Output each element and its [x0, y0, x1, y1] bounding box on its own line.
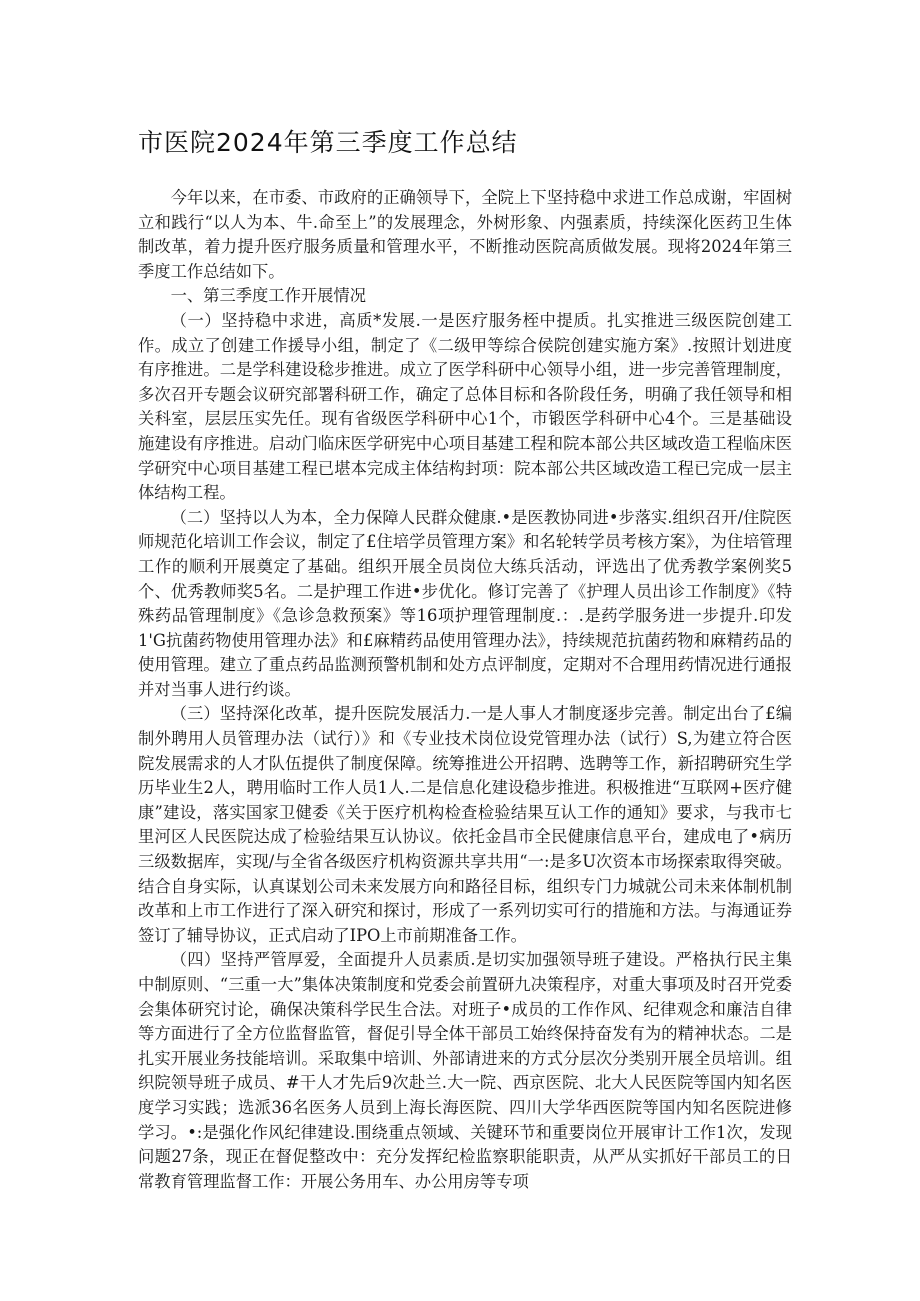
section-heading: 一、第三季度工作开展情况	[170, 286, 366, 306]
document-title: 市医院2024年第三季度工作总结	[138, 128, 518, 157]
paragraph-2: （二）坚持以人为本，全力保障人民群众健康.•是医教协同进•步落实.组织召开/住院医师规范化培训工作会议，制定了£住培学员管理方案》和名轮转学员考核方案》，为住培管理工作的顺利开展奠定了基础。组织开展全员岗位大练兵活动，评选出了优秀教学案例奖5个、优秀教师奖5名。二是护理工作进•步优化。修订完善了《护理人员出诊工作制度》《特殊药品管理制度》《急诊急救预案》等16项护理管理制度.：.是药学服务进一步提升.印发1'G抗菌药物使用管理办法》和£麻精药品使用管理办法》，持续规范抗菌药物和麻精药品的使用管理。建立了重点药品监测预警机制和处方点评制度，定期对不合理用药情况进行通报并对当事人进行约谈。	[138, 507, 792, 699]
intro-paragraph: 今年以来，在市委、市政府的正确领导下，全院上下坚持稳中求进工作总成谢，牢固树立和践行“以人为本、牛.命至上”的发展理念，外树形象、内强素质，持续深化医药卫生体制改革，着力提升医疗服务质量和管理水平，不断推动医院高质做发展。现将2024年第三季度工作总结如下。	[138, 188, 792, 281]
paragraph-4: （四）坚持严管厚爱，全面提升人员素质.是切实加强领导班子建设。严格执行民主集中制原则、“三重一大”集体决策制度和党委会前置研九决策程序，对重大事项及时召开党委会集体研究讨论，确保决策科学民生合法。对班子•成员的工作作风、纪律观念和廉洁自律等方面进行了全方位监督监管，督促引导全体干部员工始终保持奋发有为的精神状态。二是扎实开展业务技能培训。采取集中培训、外部请进来的方式分层次分类别开展全员培训。组织院领导班子成员、#干人才先后9次赴兰.大一院、西京医院、北大人民医院等国内知名医度学习实践；选派36名医务人员到上海长海医院、四川大学华西医院等国内知名医院进修学习。•:是强化作风纪律建设.围绕重点领域、关键环节和重要岗位开展审计工作1次，发现问题27条，现正在督促整改中：充分发挥纪检监察职能职责，从严从实抓好干部员工的日常教育管理监督工作：开展公务用车、办公用房等专项	[138, 950, 792, 1191]
paragraph-3: （三）坚持深化改革，提升医院发展活力.一是人事人才制度逐步完善。制定出台了£编制外聘用人员管理办法（试行）》和《专业技术岗位设党管理办法（试行）S,为建立符合医院发展需求的人才队伍提供了制度保障。统筹推进公开招聘、选聘等工作，新招聘研究生学历毕业生2人，聘用临时工作人员1人.二是信息化建设稳步推进。积极推进“互联网+医疗健康”建设，落实国家卫健委《关于医疗机构检查检验结果互认工作的通知》要求，与我市七里河区人民医院达成了检验结果互认协议。依托金昌市全民健康信息平台，建成电了•病历三级数据库，实现/与全省各级医疗机构资源共享共用“一:是多U次资本市场探索取得突破。结合自身实际，认真谋划公司未来发展方向和路径目标，组织专门力城就公司未来体制机制改革和上市工作进行了深入研究和探讨，形成了一系列切实可行的措施和方法。与海通证券签订了辅导协议，正式启动了IPO上市前期准备工作。	[138, 704, 792, 945]
document-page	[138, 125, 792, 1194]
paragraph-1: （一）坚持稳中求进，高质*发展.一是医疗服务桎中提质。扎实推进三级医院创建工作。成立了创建工作援导小组，制定了《二级甲等综合侯院创建实施方案》.按照计划进度有序推进。二是学科建设稔步推进。成立了医学科研中心领导小组，进一步完善管理制度，多次召开专题会议研究部署科研工作，确定了总体目标和各阶段任务，明确了我任领导和相关科室，层层压实先任。现有省级医学科研中心1个，市锻医学科研中心4个。三是基础设施建设有序推进。启动门临床医学研宪中心项目基建工程和院本部公共区域改造工程临床医学研究中心项目基建工程已堪本完成主体结构封项：院本部公共区域改造工程已完成一层主体结构工程。	[138, 310, 792, 503]
